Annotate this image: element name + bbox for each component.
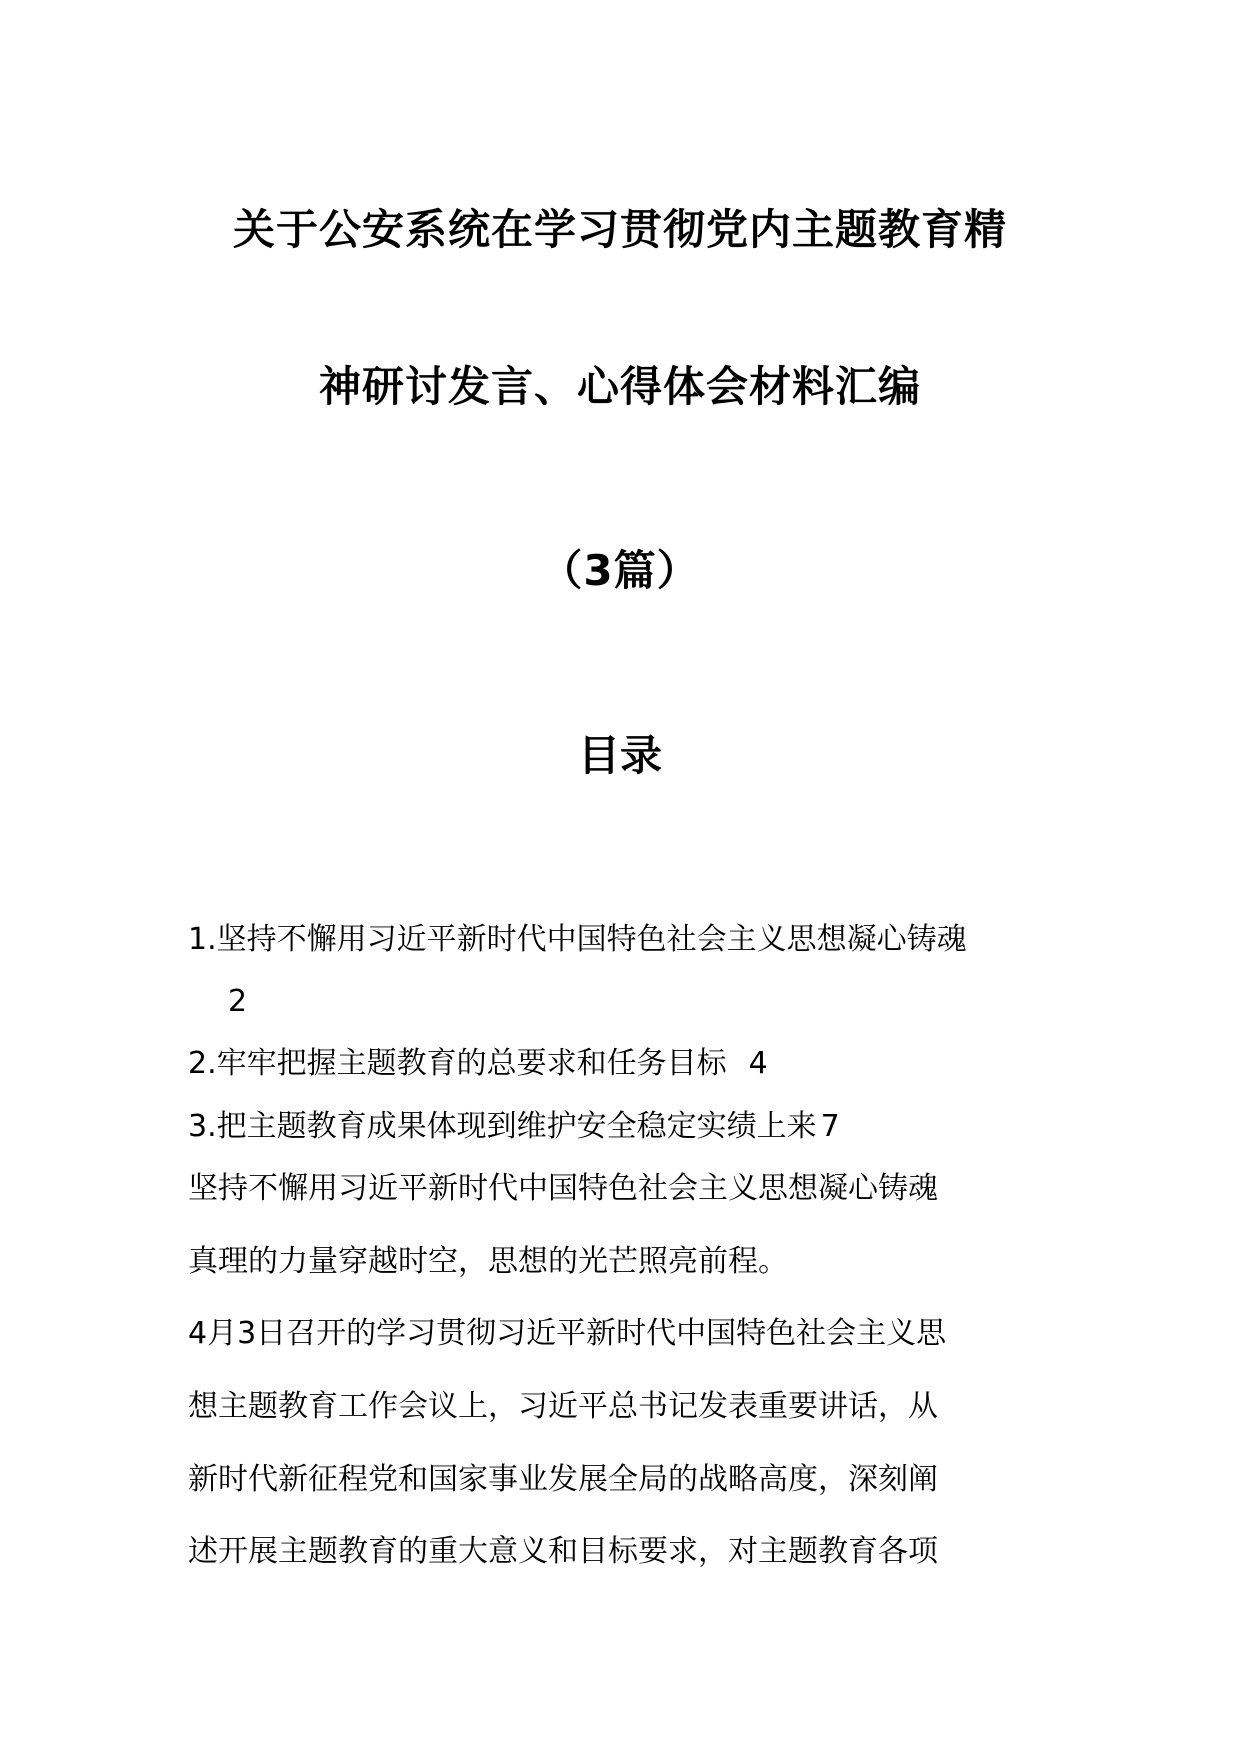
document-title-line-1: 关于公安系统在学习贯彻党内主题教育精 (232, 205, 1007, 254)
document-title-count: （3篇） (540, 546, 700, 595)
toc-item-1[interactable] (188, 918, 967, 962)
toc-item-3[interactable] (188, 1105, 840, 1149)
body-line-4: 新时代新征程党和国家事业发展全局的战略高度，深刻阐 (188, 1462, 938, 1497)
document-title-line-2: 神研讨发言、心得体会材料汇编 (318, 362, 921, 411)
toc-item-2[interactable] (188, 1042, 768, 1086)
toc-heading: 目录 (577, 731, 662, 780)
toc-item-2-text: 2.牢牢把握主题教育的总要求和任务目标 (188, 1046, 727, 1081)
toc-item-3-page: 7 (820, 1109, 840, 1144)
body-line-2: 4月3日召开的学习贯彻习近平新时代中国特色社会主义思 (188, 1316, 947, 1351)
section-title: 坚持不懈用习近平新时代中国特色社会主义思想凝心铸魂 (188, 1171, 938, 1206)
toc-item-2-page: 4 (748, 1046, 768, 1081)
body-line-3: 想主题教育工作会议上，习近平总书记发表重要讲话，从 (188, 1389, 938, 1424)
body-line-5: 述开展主题教育的重大意义和目标要求，对主题教育各项 (188, 1534, 938, 1569)
toc-item-3-text: 3.把主题教育成果体现到维护安全稳定实绩上来 (188, 1109, 817, 1144)
toc-item-1-page: 2 (228, 984, 248, 1019)
body-line-1: 真理的力量穿越时空，思想的光芒照亮前程。 (188, 1244, 788, 1279)
toc-item-1-text: 1.坚持不懈用习近平新时代中国特色社会主义思想凝心铸魂 (188, 922, 967, 957)
